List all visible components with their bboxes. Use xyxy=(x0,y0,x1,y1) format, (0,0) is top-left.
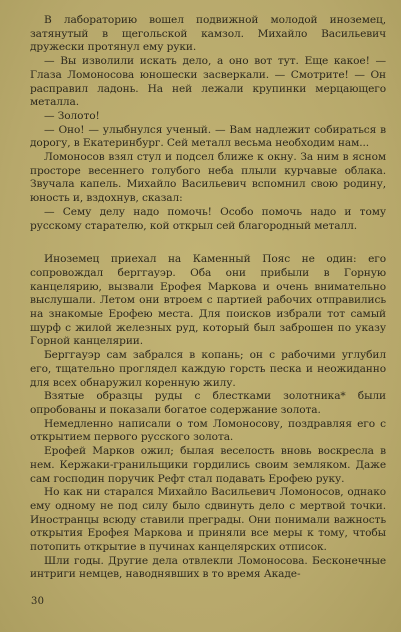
paragraph: Иноземец приехал на Каменный Пояс не один: его сопровождал берггауэр. Оба они прибыли в Горную канцелярию, вызвали Ерофея Маркова и очень внимательно выслушали. Летом они втроем с партией рабочих отправились на знакомые Ерофею места. Для поисков избрали тот самый шурф с жилой железных руд, который был заброшен по указу Горной канцелярии. xyxy=(30,253,386,348)
paragraph: Шли годы. Другие дела отвлекли Ломоносова. Бесконечные интриги немцев, наводнявших в то время Акаде- xyxy=(30,554,386,581)
paragraph: — Вы изволили искать дело, а оно вот тут. Еще какое! — Глаза Ломоносова юношески засверкали. — Смотрите! — Он расправил ладонь. На ней лежали крупинки мерцающего металла. xyxy=(30,55,386,109)
paragraph: — Золото! xyxy=(44,109,100,122)
paragraph: — Оно! — улыбнулся ученый. — Вам надлежит собираться в дорогу, в Екатеринбург. Сей металл весьма необходим нам... xyxy=(30,123,386,150)
paragraph: Берггауэр сам забрался в копань; он с рабочими углубил его, тщательно проглядел каждую горсть песка и неожиданно для всех обнаружил коренную жилу. xyxy=(30,349,386,389)
paragraph: Но как ни старался Михайло Васильевич Ломоносов, однако ему одному не под силу было сдвинуть дело с мертвой точки. Иностранцы всюду ставили преграды. Они понимали важность открытия Ерофея Маркова и приняли все меры к тому, чтобы потопить открытие в пучинах канцелярских отписок. xyxy=(30,486,386,554)
paragraph: Взятые образцы руды с блестками золотника* были опробованы и показали богатое содержание золота. xyxy=(30,390,386,416)
paragraph: Ломоносов взял стул и подсел ближе к окну. За ним в ясном просторе весеннего голубого неба плыли курчавые облака. Звучала капель. Михайло Васильевич вспомнил свою родину, юность и, вздохнув, сказал: xyxy=(30,151,386,205)
page-number: 30 xyxy=(31,596,45,607)
paragraph: Немедленно написали о том Ломоносову, поздравляя его с открытием первого русского золота. xyxy=(30,417,386,444)
page-text xyxy=(30,14,386,582)
paragraph: В лабораторию вошел подвижной молодой иноземец, затянутый в щегольской камзол. Михайло Васильевич дружески протянул ему руки. xyxy=(30,14,386,54)
paragraph: — Сему делу надо помочь! Особо помочь надо и тому русскому старателю, кой открыл сей благородный металл. xyxy=(30,205,386,232)
paragraph: Ерофей Марков ожил; былая веселость вновь воскресла в нем. Кержаки-гранильщики гордились своим земляком. Даже сам господин поручик Рефт стал подавать Ерофею руку. xyxy=(30,445,386,485)
section-break xyxy=(30,233,386,253)
